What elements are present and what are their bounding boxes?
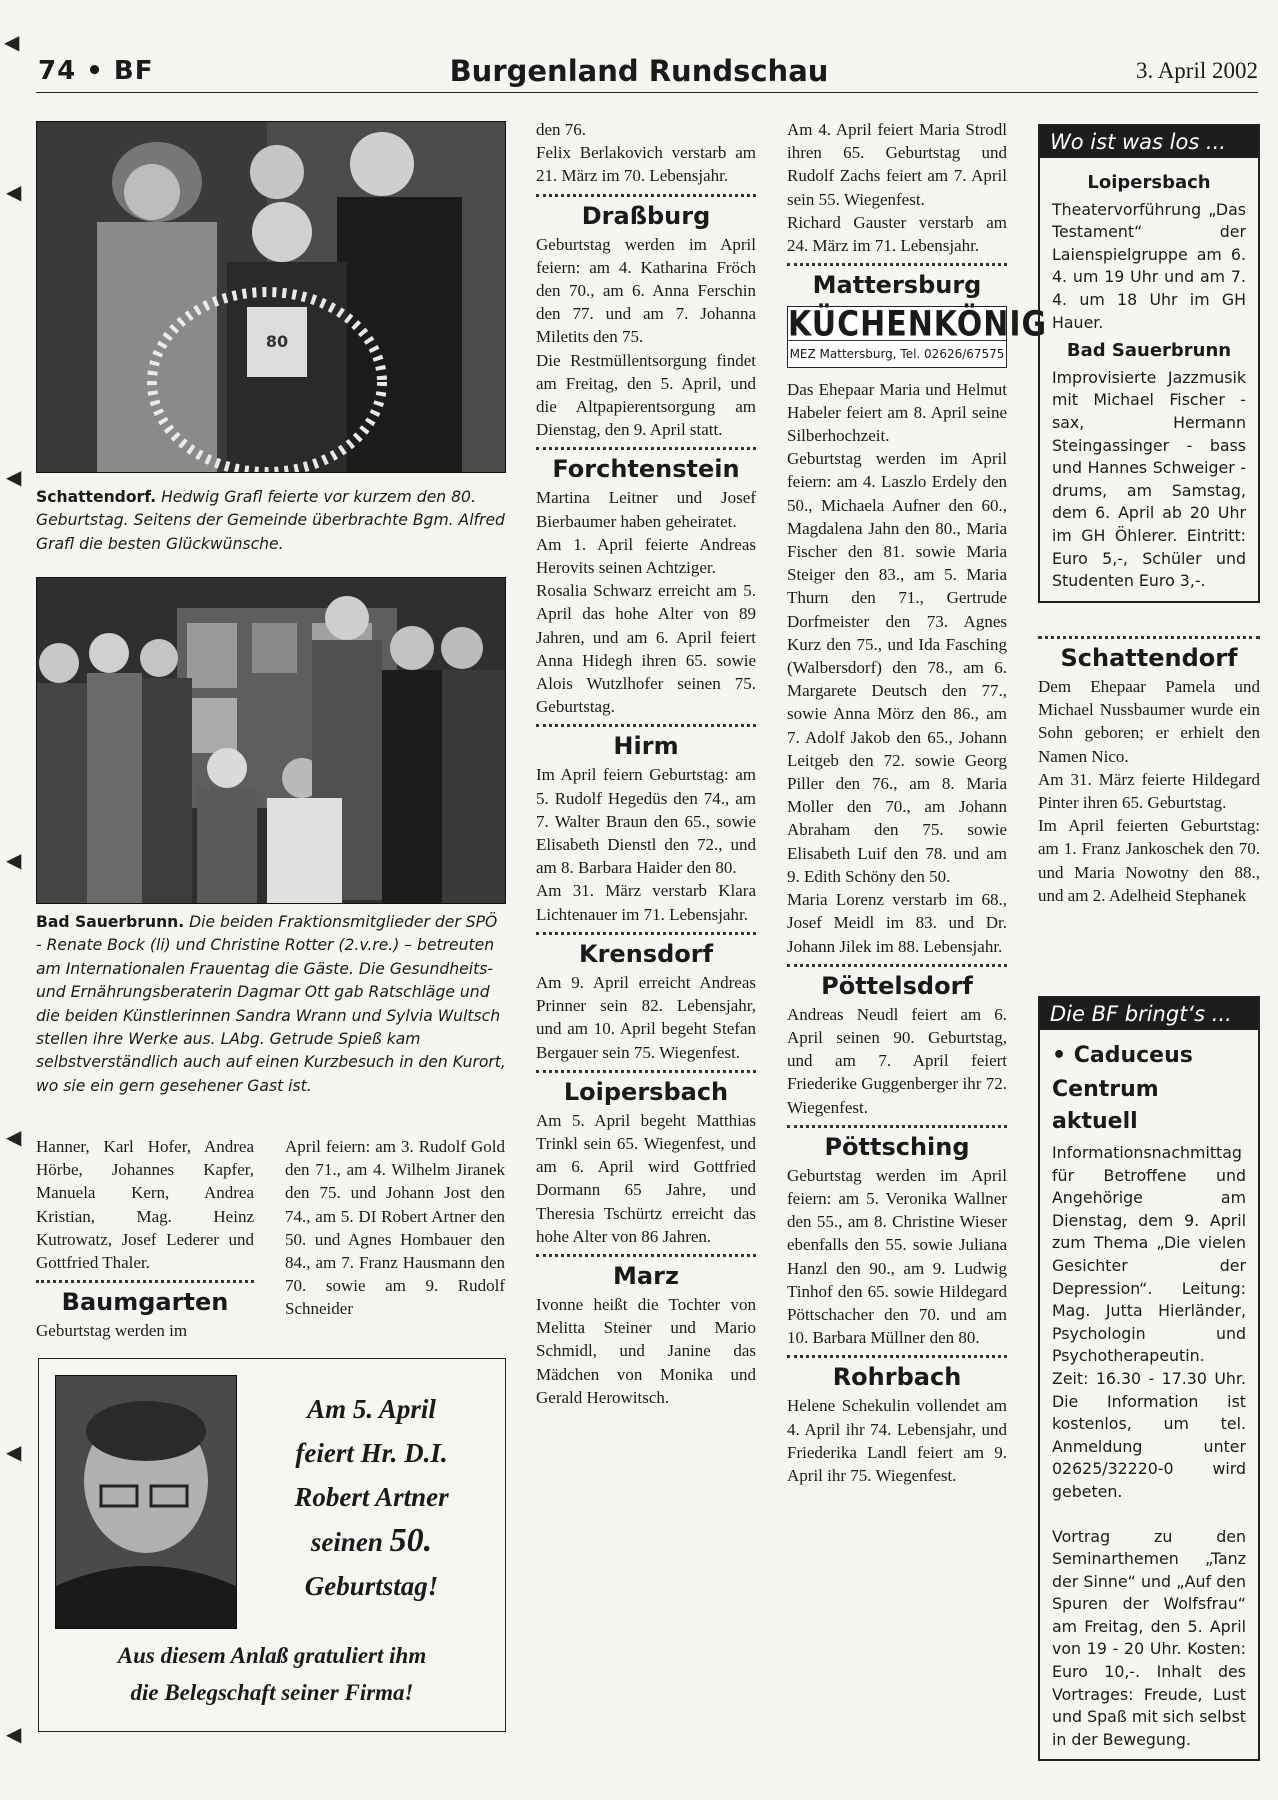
column-5 [1038,630,1260,907]
issue-date: 3. April 2002 [1135,58,1258,83]
events-box [1038,124,1260,603]
heading-forchtenstein: Forchtenstein [552,455,740,484]
caption-text: Die beiden Fraktionsmitglieder der SPÖ - Renate Bock (li) und Christine Rotter (2.v.re.) – betreuten am Internationalen Frauentag die Gäste. Die Gesundheits- und Ernährungsberaterin Dagmar Ott gab Ratschläge und die beiden Künstlerinnen Sandra Wrann und Sylvia Wultsch stellen ihre Werke aus. LAbg. Getrude Spieß kam selbstverständlich auch auf einen Kurzbesuch in den Kurort, wo sie ein gern gesehener Gast ist. [36,913,506,1095]
caption-place: Schattendorf. [36,488,157,506]
bf-text: Vortrag zu den Seminarthemen „Tanz der Sinne“ und „Auf den Spuren der Wolfsfrau“ am Freitag, den 5. April von 19 - 20 Uhr. Kosten: Euro 10,-. Inhalt des Vortrages: Freude, Lust und Spaß mit sich selbst in der Bewegung. [1052,1526,1246,1749]
ad-line: feiert Hr. D.I. [295,1438,448,1468]
heading-loipersbach: Loipersbach [563,1077,729,1106]
dotted-divider [787,1355,1007,1358]
caption-text: Hedwig Grafl feierte vor kurzem den 80. Geburtstag. Seitens der Gemeinde überbrachte Bgm. Alfred Grafl die besten Glückwünsche. [36,488,505,553]
dotted-divider [1038,636,1260,639]
cake-number: 80 [265,332,289,351]
event-heading: Loipersbach [1087,172,1211,193]
binding-mark: ◀ [6,848,22,872]
caption-place: Bad Sauerbrunn. [36,913,185,931]
article-text: Richard Gauster verstarb am 24. März im 71. Lebensjahr. [787,212,1007,256]
article-text: Am 31. März feierte Hildegard Pinter ihren 65. Geburtstag. [1038,769,1260,813]
article-text: Geburtstag werden im [36,1321,188,1341]
column-2 [285,1135,505,1321]
article-text: Helene Schekulin vollendet am 4. April ihr 74. Lebensjahr, und Friederika Landl feiert am 9. April ihr 75. Wiegenfest. [787,1396,1007,1485]
page-folio: 74 • BF [38,56,154,86]
ad-footer [39,1637,505,1711]
dotted-divider [787,1125,1007,1128]
heading-poettelsdorf: Pöttelsdorf [821,971,973,1000]
portrait-photo [55,1375,237,1629]
bf-subheadline: Centrum aktuell [1052,1077,1159,1134]
event-text: Theatervorführung „Das Testament“ der Laienspielgruppe am 6. 4. um 19 Uhr und am 7. 4. um 18 Uhr im GH Hauer. [1052,199,1246,332]
photo-bad-sauerbrunn [36,577,506,904]
ad-line: Geburtstag! [304,1571,439,1601]
binding-mark: ◀ [6,1440,22,1464]
article-text: Hanner, Karl Hofer, Andrea Hörbe, Johannes Kapfer, Manuela Kern, Andrea Kristian, Mag. Heinz Kutrowatz, Josef Lederer und Gottfried Thaler. [36,1137,254,1273]
ad-footer-line: die Belegschaft seiner Firma! [130,1680,414,1705]
caption-bad-sauerbrunn [36,911,506,1098]
article-text: Am 5. April begeht Matthias Trinkl sein 65. Wiegenfest, und am 6. April wird Gottfried Dormann 65 Jahre, und Theresia Tschürtz erreicht das hohe Alter von 86 Jahren. [536,1110,756,1246]
article-text: Geburtstag werden im April feiern: am 4. Laszlo Erdely den 50., Michaela Aufner den 60., Magdalena Jahn den 80., Maria Fischer den 81. sowie Maria Steiger den 83., am 5. Maria Thurn den 71., Gertrude Dorfmeister den 73. Agnes Kurz den 75., und Ida Fasching (Walbersdorf) den 78., am 6. Margarete Deutsch den 77., sowie Anna Mörz den 86., am 7. Adolf Jakob den 65., Johann Leitgeb den 72. sowie Georg Piller den 76., am 8. Maria Moller den 70., am Johann Abraham den 75. sowie Elisabeth Luif den 78. und am 9. Edith Schöny den 50. [787,449,1007,886]
article-text: Am 31. März verstarb Klara Lichtenauer im 71. Lebensjahr. [536,881,756,924]
ad-footer-line: Aus diesem Anlaß gratuliert ihm [117,1643,427,1668]
column-1 [36,1135,254,1342]
bf-headline: • Caduceus [1052,1043,1193,1068]
ad-line: Robert Artner [294,1482,449,1512]
kuechenkoenig-logo [787,304,1048,367]
dotted-divider [787,964,1007,967]
dotted-divider [787,263,1007,266]
ad-line: Am 5. April [307,1394,436,1424]
dotted-divider [536,447,756,450]
ad-line [244,1519,499,1564]
caption-schattendorf [36,486,506,556]
logo-wordmark: KÜCHENKÖNIG [788,304,1048,345]
bf-box-title: Die BF bringt‘s ... [1040,998,1258,1030]
dotted-divider [536,932,756,935]
ad-line-text: seinen [310,1527,383,1557]
events-box-body [1040,158,1258,601]
article-text: Das Ehepaar Maria und Helmut Habeler feiert am 8. April seine Silberhochzeit. [787,379,1007,446]
article-text: Martina Leitner und Josef Bierbaumer haben geheiratet. [536,488,756,531]
dotted-divider [36,1280,254,1283]
article-text: Geburtstag werden im April feiern: am 4. Katharina Fröch den 70., am 6. Anna Ferschin den 77. und am 7. Johanna Miletits den 75. [536,234,756,347]
newspaper-title: Burgenland Rundschau [449,54,829,88]
heading-baumgarten: Baumgarten [61,1288,229,1317]
dotted-divider [536,724,756,727]
heading-drassburg: Draßburg [581,201,711,230]
binding-mark: ◀ [6,1125,22,1149]
column-3 [536,118,756,1409]
article-text: Am 4. April feiert Maria Strodl ihren 65. Geburtstag und Rudolf Zachs feiert am 7. April sein 55. Wiegenfest. [787,120,1007,209]
article-text: Rosalia Schwarz erreicht am 5. April das hohe Alter von 89 Jahren, und am 6. April feiert Anna Hidegh ihren 65. sowie Alois Wutzlhofer seinen 75. Geburtstag. [536,581,756,717]
ad-birthday-artner [38,1358,506,1732]
bf-text: Zeit: 16.30 - 17.30 Uhr. Die Information ist kostenlos, um tel. Anmeldung unter 02625/32220-0 wird gebeten. [1052,1368,1246,1501]
binding-mark: ◀ [6,465,22,489]
dotted-divider [536,194,756,197]
heading-rohrbach: Rohrbach [832,1363,962,1392]
header-rule [36,92,1258,93]
ad-number: 50. [389,1522,433,1559]
photo-schattendorf [36,121,506,473]
binding-mark: ◀ [4,30,20,54]
dotted-divider [536,1254,756,1257]
article-text: Ivonne heißt die Tochter von Melitta Steiner und Mario Schmidl, und Janine das Mädchen von Monika und Gerald Herowitsch. [536,1294,756,1407]
article-text: Dem Ehepaar Pamela und Michael Nussbaumer wurde ein Sohn geboren; er erhielt den Namen Nico. [1038,677,1260,766]
heading-krensdorf: Krensdorf [578,939,714,968]
bf-box [1038,996,1260,1761]
article-text: Geburtstag werden im April feiern: am 5. Veronika Wallner den 55., am 8. Christine Wieser ebenfalls den 55. sowie Juliana Hanzl den 90., am 9. Ludwig Tinhof den 65. sowie Hildegard Pöttschacher den 70. und am 10. Barbara Müllner den 80. [787,1165,1007,1348]
heading-marz: Marz [613,1261,679,1290]
article-text: den 76. Felix Berlakovich verstarb am 21. März im 70. Lebensjahr. [536,120,756,186]
binding-mark: ◀ [6,180,22,204]
article-text: Andreas Neudl feiert am 6. April seinen 90. Geburtstag, und am 7. April feiert Friederike Guggenberger ihr 72. Wiegenfest. [787,1004,1007,1117]
events-box-title: Wo ist was los ... [1040,126,1258,158]
heading-mattersburg: Mattersburg [812,271,982,300]
binding-mark: ◀ [6,1722,22,1746]
article-text: Maria Lorenz verstarb im 68., Josef Meidl im 83. und Dr. Johann Jilek im 88. Lebensjahr. [787,890,1007,956]
bf-box-body [1040,1030,1258,1759]
logo-address: MEZ Mattersburg, Tel. 02626/67575 [788,340,1006,366]
article-text: Im April feierten Geburtstag: am 1. Franz Jankoschek den 70. und Maria Nowotny den 88., und am 2. Adelheid Stephanek [1038,816,1260,905]
article-text: Die Restmüllentsorgung findet am Freitag, den 5. April, und die Altpapierentsorgung am Dienstag, den 9. April statt. [536,350,756,440]
article-text: Am 9. April erreicht Andreas Prinner sein 82. Lebensjahr, und am 10. April begeht Stefan Bergauer sein 75. Wiegenfest. [536,972,756,1062]
bf-text: Informationsnachmittag für Betroffene und Angehörige am Dienstag, dem 9. April zum Thema „Die vielen Gesichter der Depression“. Leitung: Mag. Jutta Hierländer, Psychologin und Psychotherapeutin. [1052,1143,1246,1366]
event-text: Improvisierte Jazzmusik mit Michael Fischer - sax, Hermann Steingassinger - bass und Hannes Schweiger - drums, am Samstag, dem 6. April ab 20 Uhr im GH Öhlerer. Eintritt: Euro 5,-, Schüler und Studenten Euro 3,-. [1052,367,1246,591]
heading-poettsching: Pöttsching [824,1132,970,1161]
ad-headline [244,1387,499,1608]
event-heading: Bad Sauerbrunn [1066,340,1232,362]
article-text: Am 1. April feierte Andreas Herovits seinen Achtziger. [536,534,756,578]
article-text: Im April feiern Geburtstag: am 5. Rudolf Hegedüs den 74., am 7. Walter Braun den 65., sowie Elisabeth Dienstl den 72., und am 8. Barbara Haider den 80. [536,765,756,878]
article-text: April feiern: am 3. Rudolf Gold den 71., am 4. Wilhelm Jiranek den 75. und Johann Jost den 74., am 5. DI Robert Artner den 50. und Agnes Hombauer den 84., am 7. Franz Hausmann den 70. sowie am 9. Rudolf Schneider [285,1137,505,1319]
column-4 [787,118,1048,1487]
dotted-divider [536,1070,756,1073]
heading-schattendorf: Schattendorf [1060,644,1238,672]
heading-hirm: Hirm [613,732,679,761]
